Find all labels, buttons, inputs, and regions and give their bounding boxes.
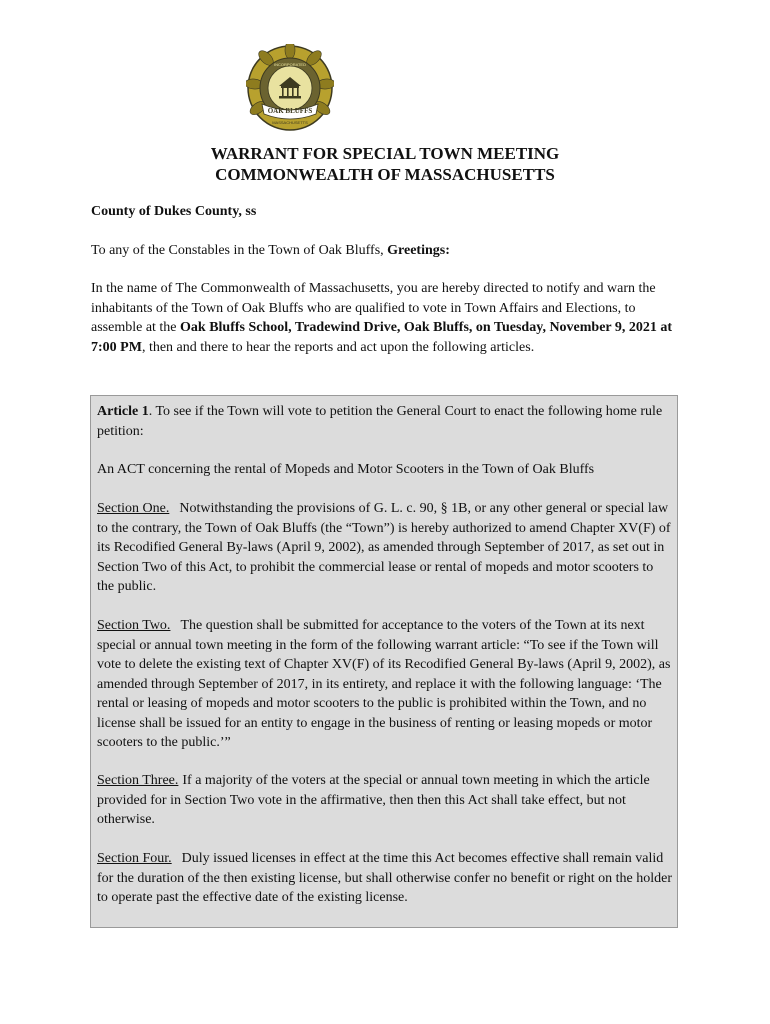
intro-text-2: , then and there to hear the reports and act upon the following articles. xyxy=(141,339,535,355)
intro-paragraph xyxy=(91,279,683,357)
section-four-heading: Section Four. xyxy=(97,851,172,866)
county-line: County of Dukes County, ss xyxy=(91,204,257,219)
intro-text-1: In the name of The Commonwealth of Massachusetts, you are hereby directed to notify and warn the inhabitants of the Town of Oak Bluffs who are qualified to vote in Town Affairs and Elections, to assemble at the xyxy=(91,281,656,335)
section-one-text: Notwithstanding the provisions of G. L. c. 90, § 1B, or any other general or special law to the contrary, the Town of Oak Bluffs (the “Town”) is hereby authorized to amend Chapter XV(F) of its Recodified General By-laws (April 9, 2002), as amended through September of 2017, as set out in Section Two of this Act, to prohibit the commercial lease or rental of mopeds and motor scooters to the public. xyxy=(97,501,671,594)
section-three-text: If a majority of the voters at the special or annual town meeting in which the article provided for in Section Two vote in the affirmative, then then this Act shall take effect, but not otherwise. xyxy=(97,773,650,827)
section-one xyxy=(97,499,672,597)
article-1-box xyxy=(90,395,678,928)
greeting-bold: Greetings: xyxy=(387,243,450,258)
warrant-subtitle: COMMONWEALTH OF MASSACHUSETTS xyxy=(215,165,555,184)
seal-top-text: INCORPORATED xyxy=(274,62,306,67)
article-lead-text: . To see if the Town will vote to petition the General Court to enact the following home rule petition: xyxy=(97,404,663,439)
intro-meeting-details: Oak Bluffs School, Tradewind Drive, Oak Bluffs, on Tuesday, November 9, 2021 at 7:00 PM xyxy=(91,320,673,355)
section-four xyxy=(97,849,672,908)
warrant-title: WARRANT FOR SPECIAL TOWN MEETING xyxy=(210,144,560,163)
seal-state-text: MASSACHUSETTS xyxy=(272,120,308,125)
seal-name-text: OAK BLUFFS xyxy=(267,107,313,115)
section-two xyxy=(97,616,672,753)
section-two-text: The question shall be submitted for acceptance to the voters of the Town at its next special or annual town meeting in the form of the following warrant article: “To see if the Town will vote to delete the existing text of Chapter XV(F) of its Recodified General By-laws (April 9, 2002), as amended through September of 2017, in its entirety, and replace it with the following language: ‘The rental or leasing of mopeds and motor scooters to the public is prohibited within the Town, and no license shall be issued for an entity to engage in the business of renting or leasing mopeds or motor scooters to the public.’” xyxy=(97,618,671,750)
greeting-line xyxy=(91,241,683,261)
article-label: Article 1 xyxy=(97,404,149,419)
article-1-lead xyxy=(97,402,672,441)
section-one-heading: Section One. xyxy=(97,501,170,516)
section-three xyxy=(97,771,672,830)
section-four-text: Duly issued licenses in effect at the time this Act becomes effective shall remain valid for the duration of the then existing license, but shall otherwise confer no benefit or right on the holder to operate past the effective date of the existing license. xyxy=(97,851,673,905)
act-title: An ACT concerning the rental of Mopeds and Motor Scooters in the Town of Oak Bluffs xyxy=(97,462,595,477)
greeting-text: To any of the Constables in the Town of Oak Bluffs, xyxy=(91,243,388,258)
town-seal-logo xyxy=(246,44,334,132)
section-two-heading: Section Two. xyxy=(97,618,171,633)
section-three-heading: Section Three. xyxy=(97,773,179,788)
